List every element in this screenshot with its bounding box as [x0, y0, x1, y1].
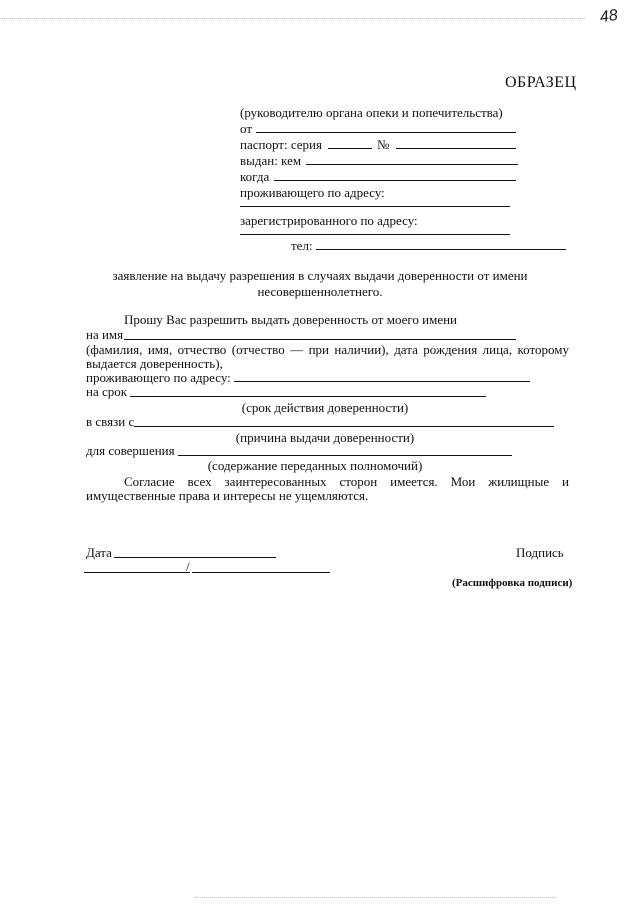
date-field[interactable] — [114, 557, 276, 558]
reason-field[interactable] — [134, 426, 554, 427]
scan-edge-top — [0, 18, 585, 19]
signature-decoding-label: (Расшифровка подписи) — [452, 577, 573, 589]
issued-when-label: когда — [240, 169, 270, 184]
fio-hint-line1: (фамилия, имя, отчество (отчество — при наличии), дата рождения лица, которому — [86, 342, 569, 357]
to-name-field[interactable] — [124, 339, 516, 340]
registered-address-label: зарегистрированного по адресу: — [240, 213, 418, 228]
slash-separator: / — [186, 559, 190, 574]
phone-field[interactable] — [316, 249, 566, 250]
agent-address-field[interactable] — [234, 381, 530, 382]
signature-decoding-field[interactable] — [192, 572, 330, 573]
reason-label: в связи с — [86, 414, 135, 429]
passport-number-field[interactable] — [396, 148, 516, 149]
scan-edge-bottom — [195, 897, 555, 898]
from-label: от — [240, 121, 253, 136]
term-field[interactable] — [130, 396, 486, 397]
consent-line2: имущественные права и интересы не ущемляются. — [86, 488, 369, 503]
sample-stamp: ОБРАЗЕЦ — [505, 74, 577, 91]
to-name-label: на имя — [86, 327, 124, 342]
term-label: на срок — [86, 384, 128, 399]
signature-label: Подпись — [516, 545, 564, 560]
phone-label: тел: — [291, 238, 313, 253]
application-title-line2: несовершеннолетнего. — [257, 284, 383, 299]
recipient-label: (руководителю органа опеки и попечительства) — [240, 105, 503, 120]
request-text: Прошу Вас разрешить выдать доверенность от моего имени — [124, 312, 458, 327]
residing-address-label: проживающего по адресу: — [240, 185, 385, 200]
for-label: для совершения — [86, 443, 175, 458]
fio-hint-line2: выдается доверенность), — [86, 356, 223, 371]
powers-field[interactable] — [178, 455, 512, 456]
number-sign: № — [377, 137, 390, 152]
page-number: 48 — [598, 6, 619, 27]
registered-address-field[interactable] — [240, 234, 510, 235]
residing-address-field[interactable] — [240, 206, 510, 207]
consent-line1: Согласие всех заинтересованных сторон имеется. Мои жилищные и — [124, 474, 569, 489]
date-label: Дата — [86, 545, 112, 560]
signature-field[interactable] — [84, 572, 190, 573]
passport-series-label: паспорт: серия — [240, 137, 322, 152]
issued-by-field[interactable] — [306, 164, 518, 165]
issued-by-label: выдан: кем — [240, 153, 302, 168]
application-title-line1: заявление на выдачу разрешения в случаях выдачи доверенности от имени — [112, 268, 528, 283]
powers-hint: (содержание переданных полномочий) — [207, 458, 423, 473]
agent-address-label: проживающего по адресу: — [86, 370, 231, 385]
term-hint: (срок действия доверенности) — [241, 400, 409, 415]
issued-when-field[interactable] — [274, 180, 516, 181]
from-field[interactable] — [256, 132, 516, 133]
passport-series-field[interactable] — [328, 148, 372, 149]
reason-hint: (причина выдачи доверенности) — [235, 430, 415, 445]
